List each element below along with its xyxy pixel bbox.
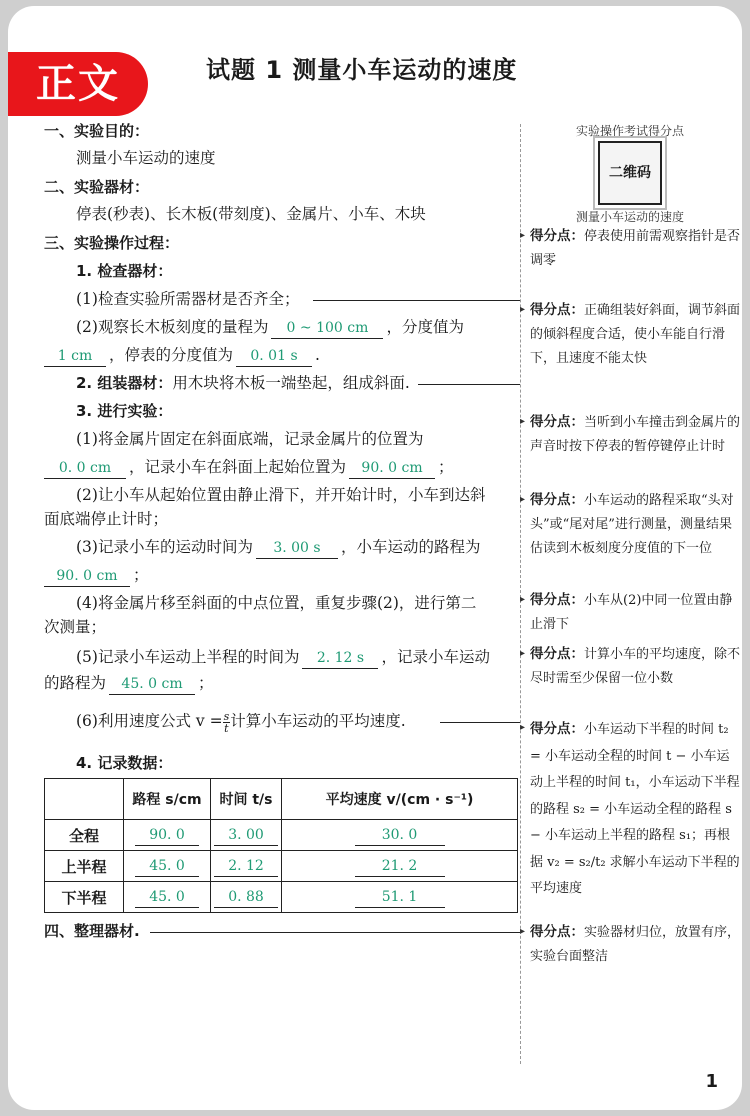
score-note-6: 得分点：计算小车的平均速度，除不尽时需至少保留一位小数 xyxy=(530,646,741,686)
answer-blank-start-position: 90. 0 cm xyxy=(349,458,435,479)
score-note-2: 得分点：正确组装好斜面，调节斜面的倾斜程度合适，使小车能自行滑下，且速度不能太快 xyxy=(530,302,741,366)
page-number: 1 xyxy=(705,1071,718,1092)
answer-blank-total-time: 3. 00 s xyxy=(256,538,338,559)
qr-caption-top: 实验操作考试得分点 xyxy=(575,124,684,138)
answer-blank-metal-position: 0. 0 cm xyxy=(44,458,126,479)
answer-blank-half-distance: 45. 0 cm xyxy=(109,674,195,695)
step1-p2-line1: (2)观察长木板刻度的量程为 0 ~ 100 cm ，分度值为 xyxy=(76,316,464,339)
section-equipment-body: 停表(秒表)、长木板(带刻度)、金属片、小车、木块 xyxy=(76,205,426,223)
step1-title: 1. 检查器材： xyxy=(76,262,173,280)
section-cleanup-title: 四、整理器材. xyxy=(44,922,140,940)
arrow-right-icon: ▸ xyxy=(520,926,526,937)
answer-blank-total-distance: 90. 0 cm xyxy=(44,566,130,587)
leader-line xyxy=(418,384,520,385)
leader-line xyxy=(150,932,520,933)
table-row: 下半程 45. 0 0. 88 51. 1 xyxy=(45,882,518,913)
leader-line xyxy=(440,722,520,723)
leader-line xyxy=(313,300,520,301)
step3-p1-line2: 0. 0 cm ，记录小车在斜面上起始位置为 90. 0 cm ； xyxy=(44,456,454,479)
step3-p2-line2: 面底端停止计时； xyxy=(44,510,169,528)
step3-p5-line2: 的路程为 45. 0 cm ； xyxy=(44,672,214,695)
score-note-1: 得分点：停表使用前需观察指针是否调零 xyxy=(530,228,741,268)
arrow-right-icon: ▸ xyxy=(520,722,526,733)
arrow-right-icon: ▸ xyxy=(520,416,526,427)
step3-p5-line1: (5)记录小车运动上半程的时间为 2. 12 s ，记录小车运动 xyxy=(76,646,490,669)
section-equipment-title: 二、实验器材： xyxy=(44,178,150,196)
section-purpose-title: 一、实验目的： xyxy=(44,122,150,140)
section-badge: 正文 xyxy=(8,52,148,116)
step2-line: 2. 组装器材：用木块将木板一端垫起，组成斜面. xyxy=(76,374,410,392)
col-time-header: 时间 t/s xyxy=(211,779,282,820)
arrow-right-icon: ▸ xyxy=(520,230,526,241)
step3-p4-line2: 次测量； xyxy=(44,618,107,636)
col-speed-header: 平均速度 v/(cm · s⁻¹) xyxy=(282,779,518,820)
document-page xyxy=(8,6,742,1110)
data-table xyxy=(44,778,518,913)
answer-blank-range: 0 ~ 100 cm xyxy=(271,318,383,339)
col-distance-header: 路程 s/cm xyxy=(124,779,211,820)
score-note-5: 得分点：小车从(2)中同一位置由静止滑下 xyxy=(530,592,733,632)
arrow-right-icon: ▸ xyxy=(520,494,526,505)
step1-p1: (1)检查实验所需器材是否齐全； xyxy=(76,290,300,308)
step3-p6: (6)利用速度公式 v = $\frac{s}{t}$ 计算小车运动的平均速度. xyxy=(76,709,406,735)
velocity-fraction: $\frac{s}{t}$ xyxy=(223,709,230,735)
arrow-right-icon: ▸ xyxy=(520,648,526,659)
table-header-row xyxy=(45,779,518,820)
step3-title: 3. 进行实验： xyxy=(76,402,173,420)
answer-blank-half-time: 2. 12 s xyxy=(302,648,378,669)
answer-blank-stopwatch: 0. 01 s xyxy=(236,346,312,367)
step3-p1-line1: (1)将金属片固定在斜面底端，记录金属片的位置为 xyxy=(76,430,424,448)
table-row: 全程 90. 0 3. 00 30. 0 xyxy=(45,820,518,851)
arrow-right-icon: ▸ xyxy=(520,594,526,605)
step4-title: 4. 记录数据： xyxy=(76,754,173,772)
step3-p2-line1: (2)让小车从起始位置由静止滑下，并开始计时，小车到达斜 xyxy=(76,486,486,504)
step3-p4-line1: (4)将金属片移至斜面的中点位置，重复步骤(2)，进行第二 xyxy=(76,594,477,612)
qr-caption-bottom: 测量小车运动的速度 xyxy=(575,210,684,224)
qr-code[interactable]: 二维码 xyxy=(598,141,662,205)
score-note-8: 得分点：实验器材归位，放置有序，实验台面整洁 xyxy=(530,924,741,964)
score-note-4: 得分点：小车运动的路程采取“头对头”或“尾对尾”进行测量，测量结果估读到木板刻度分度值的下一位 xyxy=(530,492,734,556)
step1-p2-line2: 1 cm ，停表的分度值为 0. 01 s . xyxy=(44,344,320,367)
section-purpose-body: 测量小车运动的速度 xyxy=(76,149,216,167)
answer-blank-division: 1 cm xyxy=(44,346,106,367)
score-note-7: 得分点：小车运动下半程的时间 t₂ = 小车运动全程的时间 t − 小车运动上半程的时间 t₁，小车运动下半程的路程 s₂ = 小车运动全程的路程 s − 小车运动上半程的路程 s₁；再根据 v₂ = s₂/t₂ 求解小车运动下半程的平均速度 xyxy=(530,721,740,896)
table-row: 上半程 45. 0 2. 12 21. 2 xyxy=(45,851,518,882)
section-procedure-title: 三、实验操作过程： xyxy=(44,234,180,252)
page-title: 试题 1 测量小车运动的速度 xyxy=(206,56,518,84)
step3-p3-line2: 90. 0 cm ； xyxy=(44,564,149,587)
score-note-3: 得分点：当听到小车撞击到金属片的声音时按下停表的暂停键停止计时 xyxy=(530,414,741,454)
arrow-right-icon: ▸ xyxy=(520,304,526,315)
step3-p3-line1: (3)记录小车的运动时间为 3. 00 s ，小车运动的路程为 xyxy=(76,536,480,559)
